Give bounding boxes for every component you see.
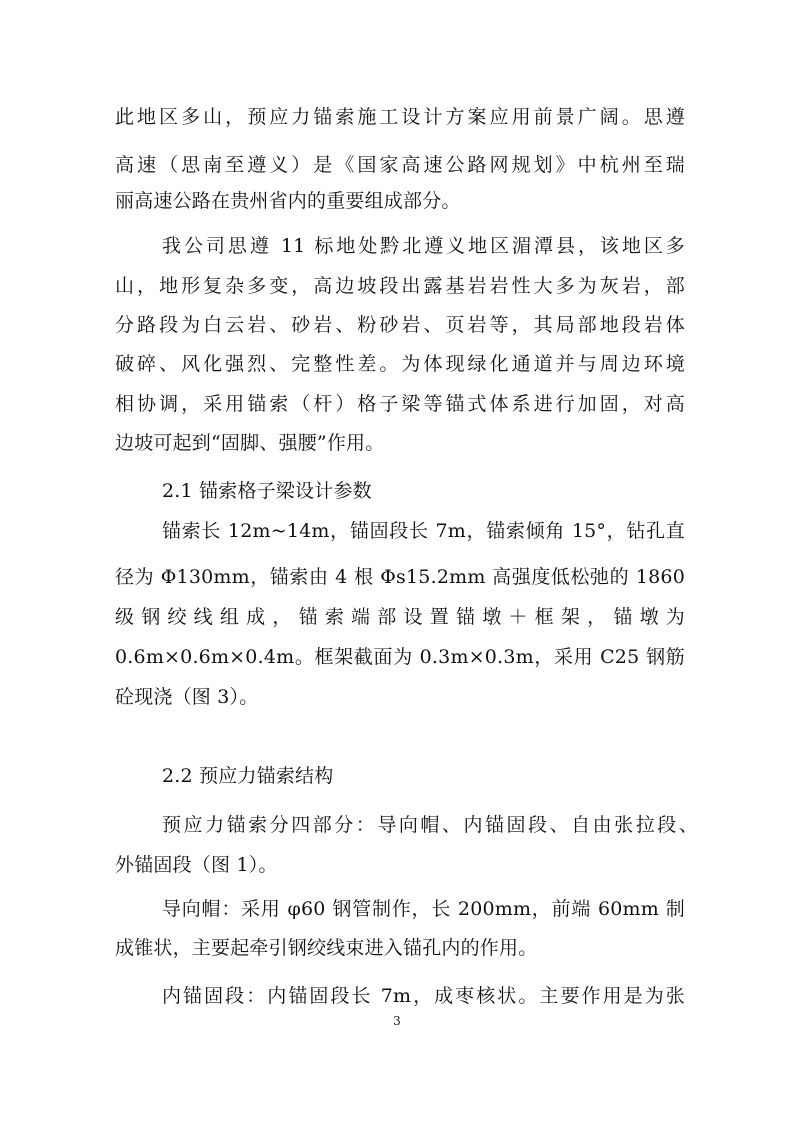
text-line: 破碎、风化强烈、完整性差。为体现绿化通道并与周边环境	[115, 353, 685, 375]
text-line: 分路段为白云岩、砂岩、粉砂岩、页岩等，其局部地段岩体	[115, 314, 685, 336]
text-line: 砼现浇（图 3）。	[115, 686, 259, 708]
text-line: 外锚固段（图 1）。	[115, 854, 278, 876]
text-line: 内锚固段：内锚固段长 7m，成枣核状。主要作用是为张	[162, 985, 685, 1007]
page-number: 3	[393, 1014, 401, 1028]
section-heading: 2.2 预应力锚索结构	[162, 765, 334, 787]
text-line: 边坡可起到“固脚、强腰”作用。	[115, 432, 385, 454]
text-line: 高速（思南至遵义）是《国家高速公路网规划》中杭州至瑞	[115, 154, 685, 176]
text-line: 锚索长 12m~14m，锚固段长 7m，锚索倾角 15°，钻孔直	[162, 520, 685, 542]
section-heading: 2.1 锚索格子梁设计参数	[162, 480, 372, 502]
text-line: 相协调，采用锚索（杆）格子梁等锚式体系进行加固，对高	[115, 393, 685, 415]
text-line: 径为 Φ130mm，锚索由 4 根 Φs15.2mm 高强度低松弛的 1860	[115, 566, 685, 588]
text-line: 丽高速公路在贵州省内的重要组成部分。	[115, 190, 461, 212]
text-line: 0.6m×0.6m×0.4m。框架截面为 0.3m×0.3m，采用 C25 钢筋	[115, 646, 685, 668]
text-line: 我公司思遵 11 标地处黔北遵义地区湄潭县，该地区多	[162, 235, 685, 257]
text-line: 山，地形复杂多变，高边坡段出露基岩岩性大多为灰岩，部	[115, 275, 685, 297]
text-line: 级钢绞线组成，锚索端部设置锚墩＋框架，锚墩为	[115, 606, 685, 628]
text-line: 预应力锚索分四部分：导向帽、内锚固段、自由张拉段、	[162, 814, 698, 836]
text-line: 导向帽：采用 φ60 钢管制作，长 200mm，前端 60mm 制	[162, 898, 685, 920]
text-line: 此地区多山，预应力锚索施工设计方案应用前景广阔。思遵	[115, 106, 685, 128]
text-line: 成锥状，主要起牵引钢绞线束进入锚孔内的作用。	[115, 937, 538, 959]
